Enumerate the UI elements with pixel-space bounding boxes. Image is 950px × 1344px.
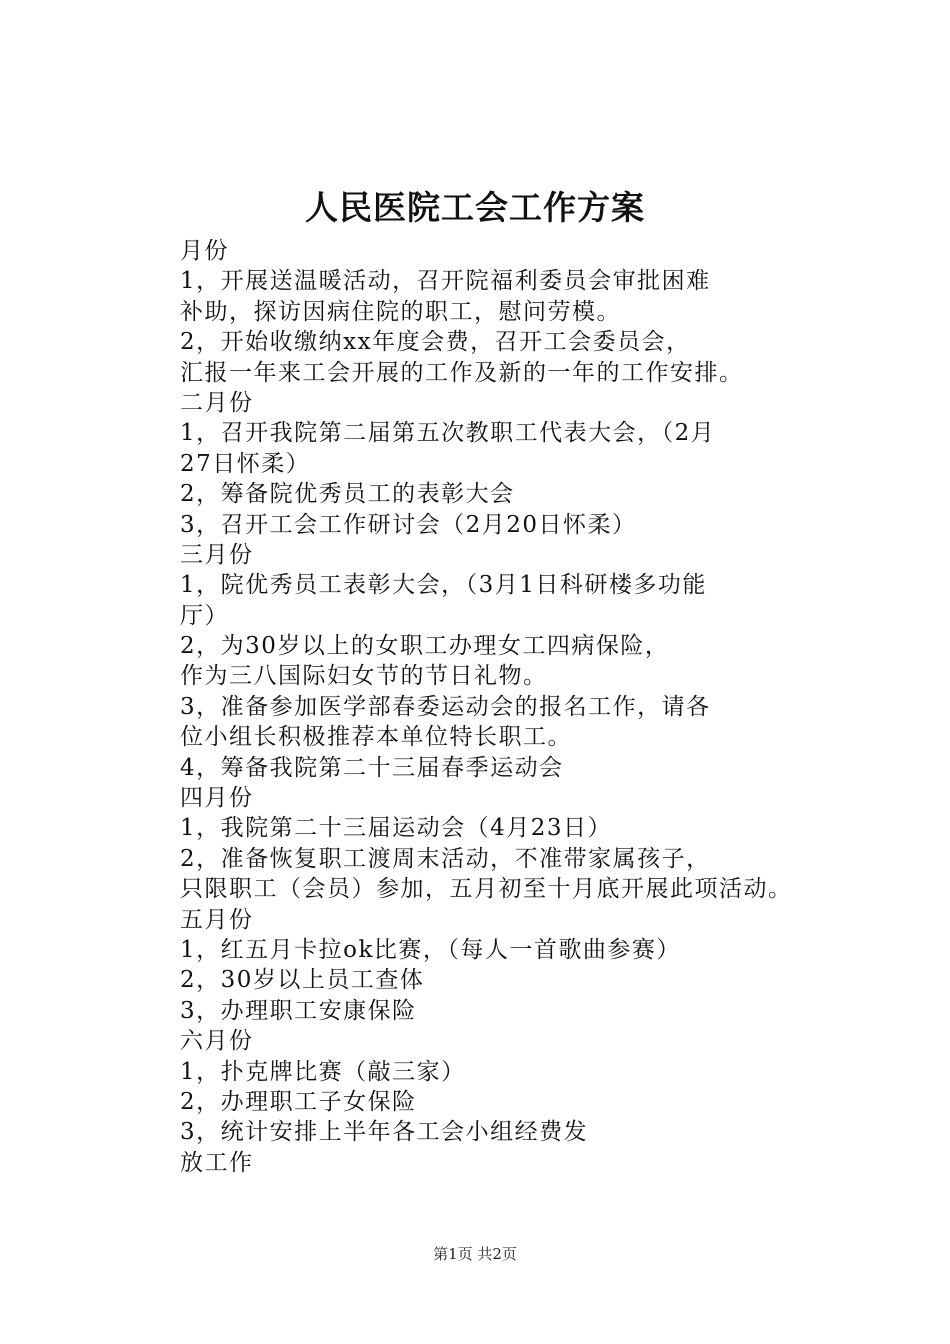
text-line: 二月份 (180, 389, 254, 416)
text-line: 六月份 (180, 1028, 254, 1055)
text-line: 放工作 (180, 1149, 254, 1176)
text-line: 4，筹备我院第二十三届春季运动会 (180, 754, 564, 781)
text-line: 1，我院第二十三届运动会（4月23日） (180, 815, 613, 842)
page-footer: 第1页 共2页 (433, 1245, 517, 1263)
text-line: 2，筹备院优秀员工的表彰大会 (180, 481, 515, 508)
text-line: 27日怀柔） (180, 450, 311, 477)
text-line: 汇报一年来工会开展的工作及新的一年的工作安排。 (180, 359, 744, 386)
text-line: 3，准备参加医学部春委运动会的报名工作，请各 (180, 693, 711, 720)
text-line: 作为三八国际妇女节的节日礼物。 (180, 663, 548, 690)
text-line: 1，院优秀员工表彰大会，（3月1日科研楼多功能 (180, 572, 707, 599)
text-line: 位小组长积极推荐本单位特长职工。 (180, 724, 572, 751)
text-line: 2，为30岁以上的女职工办理女工四病保险， (180, 633, 670, 660)
text-line: 1，扑克牌比赛（敲三家） (180, 1058, 466, 1085)
text-line: 2，办理职工子女保险 (180, 1088, 417, 1115)
text-line: 厅） (180, 602, 229, 629)
document-body (180, 236, 880, 1178)
text-line: 1，召开我院第二届第五次教职工代表大会，（2月 (180, 420, 716, 447)
text-line: 三月份 (180, 541, 254, 568)
text-line: 3，召开工会工作研讨会（2月20日怀柔） (180, 511, 637, 538)
text-line: 2，准备恢复职工渡周末活动，不准带家属孩子， (180, 845, 711, 872)
text-line: 五月份 (180, 906, 254, 933)
text-line: 3，办理职工安康保险 (180, 997, 417, 1024)
text-line: 1，开展送温暖活动，召开院福利委员会审批困难 (180, 268, 711, 295)
document-title: 人民医院工会工作方案 (305, 188, 645, 227)
text-line: 四月份 (180, 785, 254, 812)
text-line: 1，红五月卡拉ok比赛，（每人一首歌曲参赛） (180, 936, 681, 963)
text-line: 3，统计安排上半年各工会小组经费发 (180, 1119, 589, 1146)
text-line: 月份 (180, 238, 229, 264)
text-line: 只限职工（会员）参加，五月初至十月底开展此项活动。 (180, 876, 793, 903)
text-line: 2，开始收缴纳xx年度会费，召开工会委员会， (180, 329, 691, 356)
text-line: 补助，探访因病住院的职工，慰问劳模。 (180, 298, 621, 325)
text-line: 2，30岁以上员工查体 (180, 967, 425, 994)
